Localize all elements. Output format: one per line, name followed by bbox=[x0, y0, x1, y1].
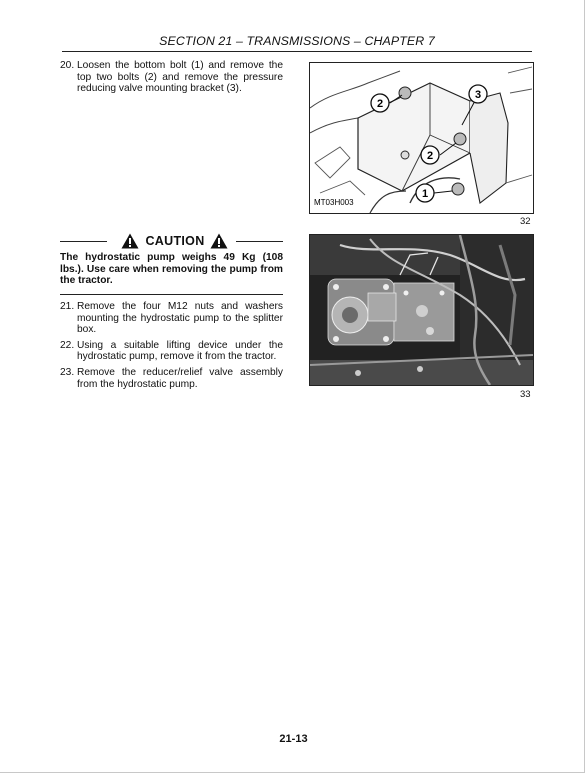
caution-rule bbox=[60, 294, 283, 295]
warning-triangle-icon bbox=[121, 233, 139, 249]
callout-2-top: 2 bbox=[376, 98, 384, 110]
page-header: SECTION 21 – TRANSMISSIONS – CHAPTER 7 bbox=[159, 34, 435, 48]
caution-box bbox=[60, 232, 283, 295]
header-rule bbox=[62, 51, 532, 52]
step-number: 23. bbox=[60, 366, 75, 378]
figure-code: MT03H003 bbox=[314, 198, 354, 207]
step-22 bbox=[60, 340, 283, 363]
callout-1: 1 bbox=[421, 188, 429, 200]
step-number: 20. bbox=[60, 60, 75, 71]
figure-32-photo bbox=[309, 62, 534, 214]
step-21 bbox=[60, 301, 283, 336]
step-20 bbox=[60, 60, 283, 95]
caution-heading bbox=[60, 232, 283, 250]
callout-3: 3 bbox=[474, 89, 482, 101]
step-number: 22. bbox=[60, 339, 75, 351]
hydrostatic-pump-photo bbox=[310, 235, 533, 385]
step-number: 21. bbox=[60, 301, 75, 312]
caution-text: The hydrostatic pump weighs 49 Kg (108 lbs.). Use care when removing the pump from the tractor. bbox=[60, 252, 283, 287]
steps-top bbox=[60, 60, 283, 95]
warning-triangle-icon bbox=[210, 233, 228, 249]
caution-title: CAUTION bbox=[145, 234, 205, 248]
figure-32-number: 32 bbox=[520, 216, 531, 227]
step-text: Remove the four M12 nuts and washers mounting the hydrostatic pump to the splitter box. bbox=[77, 301, 283, 336]
step-text: Loosen the bottom bolt (1) and remove the top two bolts (2) and remove the pressure reducing valve mounting bracket (3). bbox=[77, 60, 283, 95]
figure-33-photo bbox=[309, 234, 534, 386]
step-text: Remove the reducer/relief valve assembly from the hydrostatic pump. bbox=[77, 366, 283, 390]
steps-bottom bbox=[60, 301, 283, 390]
bracket-illustration bbox=[310, 63, 533, 213]
callout-2-bottom: 2 bbox=[426, 150, 434, 162]
page-number: 21-13 bbox=[279, 733, 308, 745]
step-23 bbox=[60, 367, 283, 390]
step-text: Using a suitable lifting device under the hydrostatic pump, remove it from the tractor. bbox=[77, 339, 283, 363]
figure-33-number: 33 bbox=[520, 389, 531, 400]
